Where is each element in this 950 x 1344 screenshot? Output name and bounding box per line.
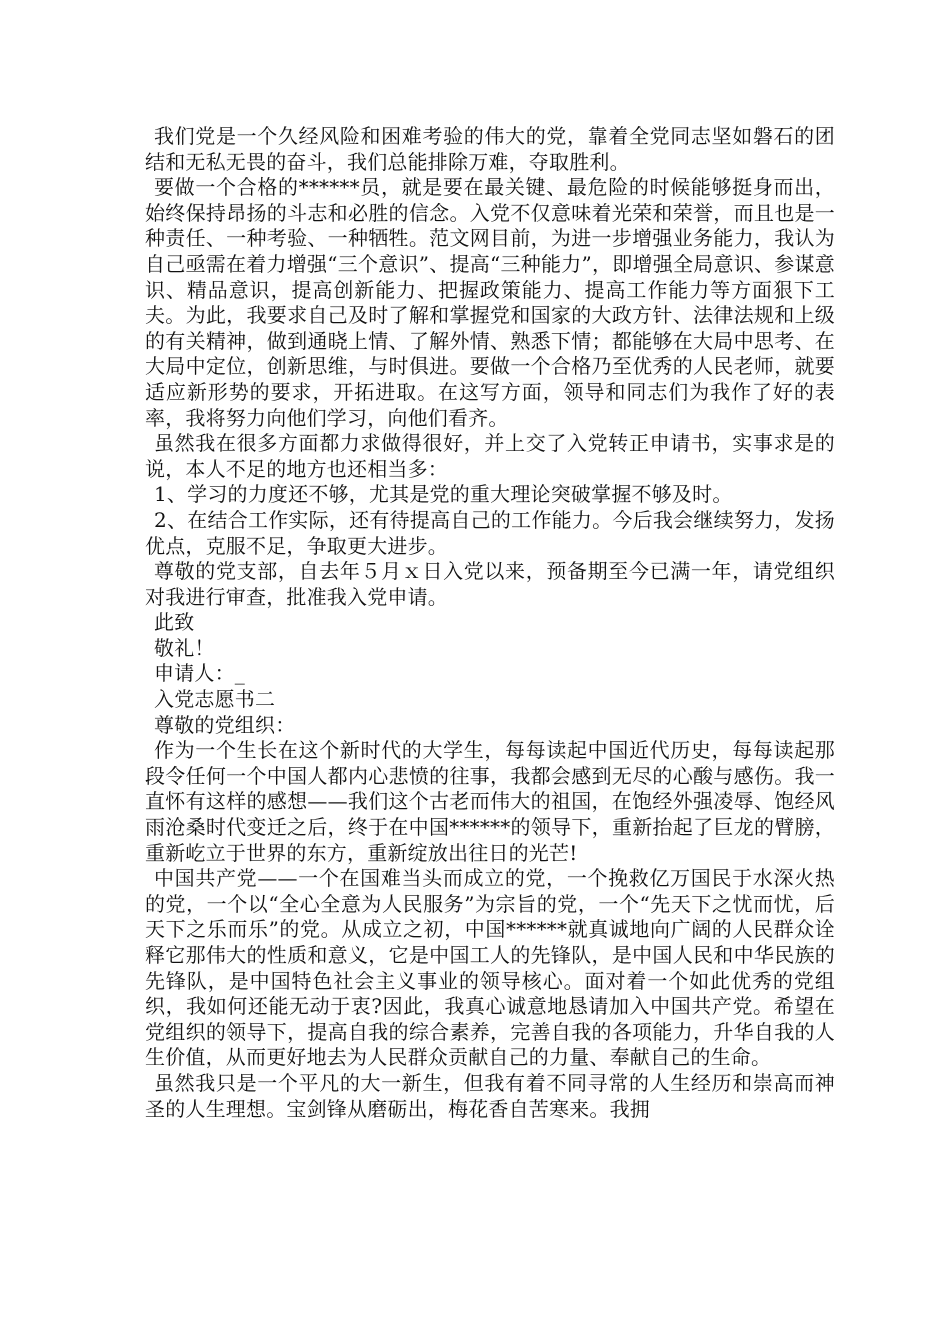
applicant-line: 申请人：_ bbox=[154, 661, 245, 686]
paragraph-1: 我们党是一个久经风险和困难考验的伟大的党，靠着全党同志坚如磐石的团结和无私无畏的奋斗，我们总能排除万难，夺取胜利。 bbox=[145, 124, 835, 174]
paragraph-9: 虽然我只是一个平凡的大一新生，但我有着不同寻常的人生经历和崇高而神圣的人生理想。宝剑锋从磨砺出，梅花香自苦寒来。我拥 bbox=[145, 1070, 835, 1121]
closing-regards: 敬礼！ bbox=[154, 635, 215, 660]
closing-salutation: 此致 bbox=[154, 610, 195, 635]
paragraph-6: 尊敬的党支部，自去年５月ｘ日入党以来，预备期至今已满一年，请党组织对我进行审查，批准我入党申请。 bbox=[145, 559, 835, 609]
paragraph-4: 1、学习的力度还不够，尤其是党的重大理论突破掌握不够及时。 bbox=[154, 482, 733, 507]
document-body bbox=[145, 124, 835, 1122]
addressee-line: 尊敬的党组织： bbox=[154, 712, 296, 737]
section-title: 入党志愿书二 bbox=[154, 687, 276, 712]
paragraph-8: 中国共产党——一个在国难当头而成立的党，一个挽救亿万国民于水深火热的党，一个以“全心全意为人民服务”为宗旨的党，一个“先天下之忧而忧，后天下之乐而乐”的党。从成立之初，中国******就真诚地向广阔的人民群众诠释它那伟大的性质和意义，它是中国工人的先锋队，是中国人民和中华民族的先锋队，是中国特色社会主义事业的领导核心。面对着一个如此优秀的党组织，我如何还能无动于衷?因此，我真心诚意地恳请加入中国共产党。希望在党组织的领导下，提高自我的综合素养，完善自我的各项能力，升华自我的人生价值，从而更好地去为人民群众贡献自己的力量、奉献自己的生命。 bbox=[145, 866, 835, 1070]
paragraph-3: 虽然我在很多方面都力求做得很好，并上交了入党转正申请书，实事求是的说，本人不足的地方也还相当多： bbox=[145, 431, 835, 481]
paragraph-2: 要做一个合格的******员，就是要在最关键、最危险的时候能够挺身而出，始终保持昂扬的斗志和必胜的信念。入党不仅意味着光荣和荣誉，而且也是一种责任、一种考验、一种牺牲。范文网目前，为进一步增强业务能力，我认为自己亟需在着力增强“三个意识”、提高“三种能力”，即增强全局意识、参谋意识、精品意识，提高创新能力、把握政策能力、提高工作能力等方面狠下工夫。为此，我要求自己及时了解和掌握党和国家的大政方针、法律法规和上级的有关精神，做到通晓上情、了解外情、熟悉下情；都能够在大局中思考、在大局中定位，创新思维，与时俱进。要做一个合格乃至优秀的人民老师，就要适应新形势的要求，开拓进取。在这写方面，领导和同志们为我作了好的表率，我将努力向他们学习，向他们看齐。 bbox=[145, 175, 835, 430]
paragraph-7: 作为一个生长在这个新时代的大学生，每每读起中国近代历史，每每读起那段令任何一个中国人都内心悲愤的往事，我都会感到无尽的心酸与感伤。我一直怀有这样的感想——我们这个古老而伟大的祖国，在饱经外强凌辱、饱经风雨沧桑时代变迁之后，终于在中国******的领导下，重新抬起了巨龙的臂膀，重新屹立于世界的东方，重新绽放出往日的光芒! bbox=[145, 738, 835, 865]
paragraph-5: 2、在结合工作实际，还有待提高自己的工作能力。今后我会继续努力，发扬优点，克服不足，争取更大进步。 bbox=[145, 507, 835, 558]
